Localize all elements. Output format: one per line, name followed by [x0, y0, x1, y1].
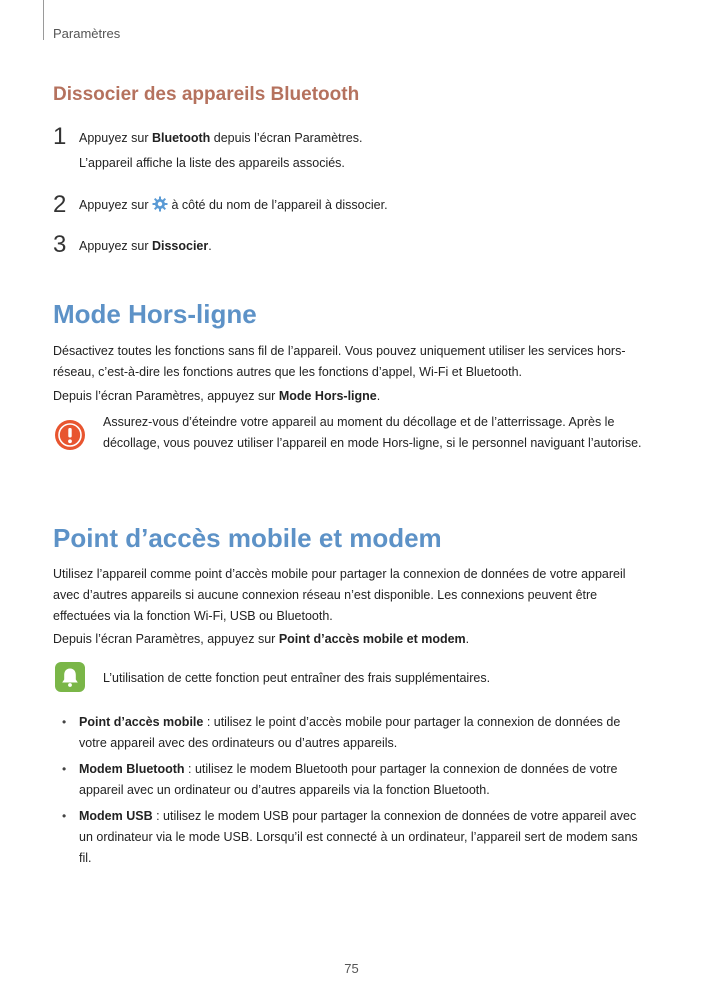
section-title-dissocier: Dissocier des appareils Bluetooth [53, 84, 360, 105]
section-title-point-acces: Point d’accès mobile et modem [53, 523, 442, 553]
point-acces-description: Utilisez l’appareil comme point d’accès mobile pour partager la connexion de données de votre appareil avec d’autres appareils si aucune connexion réseau n’est disponible. Les connexions peuvent être effectuées via la fonction Wi-Fi, USB ou Bluetooth. [53, 567, 626, 623]
header-title: Paramètres [53, 26, 121, 41]
step-1-subtext: L’appareil affiche la liste des appareils associés. [79, 156, 345, 170]
bullet-point-acces-mobile: Point d’accès mobile : utilisez le point d’accès mobile pour partager la connexion de données de votre appareil avec des ordinateurs ou d’autres appareils. [79, 715, 621, 750]
warning-icon [55, 420, 85, 450]
hors-ligne-description: Désactivez toutes les fonctions sans fil de l’appareil. Vous pouvez uniquement utiliser les services hors-réseau, c’est-à-dire les fonctions autres que les fonctions d’appel, Wi-Fi et Bluetooth. [53, 344, 626, 379]
bell-icon [55, 662, 85, 692]
step-number-2: 2 [53, 191, 67, 218]
step-number-3: 3 [53, 231, 67, 258]
bullet-marker: • [62, 715, 67, 729]
gear-icon [152, 196, 168, 212]
step-3-text: Appuyez sur Dissocier. [79, 239, 212, 253]
step-2-text: Appuyez sur à côté du nom de l’appareil à dissocier. [79, 198, 388, 212]
point-acces-instruction: Depuis l’écran Paramètres, appuyez sur Point d’accès mobile et modem. [53, 632, 470, 646]
bullet-modem-bluetooth: Modem Bluetooth : utilisez le modem Bluetooth pour partager la connexion de données de votre appareil avec un ordinateur ou d’autres appareils via la fonction Bluetooth. [79, 762, 618, 797]
section-title-mode-hors-ligne: Mode Hors-ligne [53, 299, 257, 329]
point-acces-notice: L’utilisation de cette fonction peut entraîner des frais supplémentaires. [103, 671, 491, 685]
step-1-text: Appuyez sur Bluetooth depuis l’écran Paramètres. [79, 131, 363, 145]
header-rule [43, 0, 44, 40]
hors-ligne-instruction: Depuis l’écran Paramètres, appuyez sur Mode Hors-ligne. [53, 389, 381, 403]
bullet-modem-usb: Modem USB : utilisez le modem USB pour partager la connexion de données de votre appareil avec un ordinateur via le mode USB. Lorsqu’il est connecté à un ordinateur, l’appareil sert de modem sans fil. [79, 809, 638, 865]
step-number-1: 1 [53, 123, 67, 150]
bullet-marker: • [62, 762, 67, 776]
hors-ligne-notice: Assurez-vous d’éteindre votre appareil au moment du décollage et de l’atterrissage. Après le décollage, vous pouvez utiliser l’appareil en mode Hors-ligne, si le personnel naviguant l’autorise. [103, 415, 642, 450]
bullet-marker: • [62, 809, 67, 823]
page-number: 75 [344, 961, 359, 976]
